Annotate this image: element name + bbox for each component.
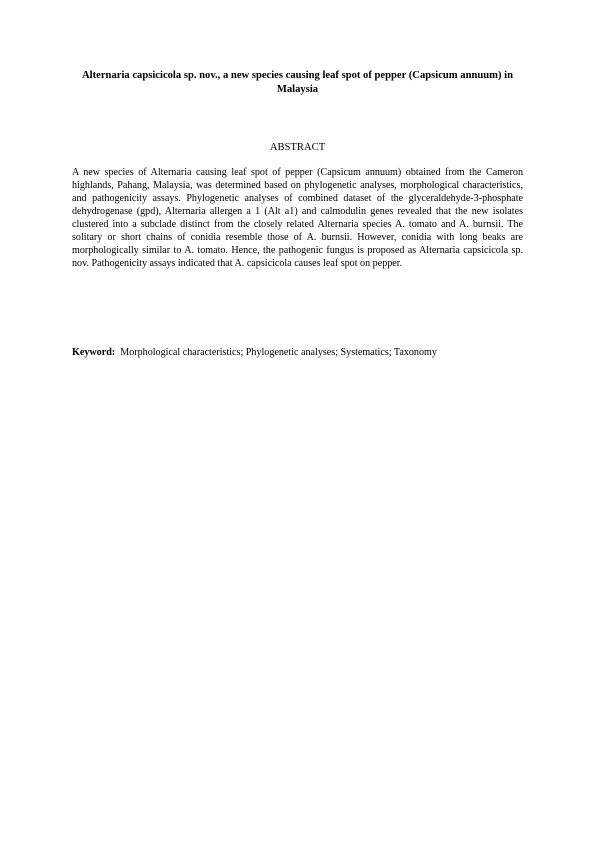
abstract-text: A new species of Alternaria causing leaf spot of pepper (Capsicum annuum) obtained from the Cameron highlands, Pahang, Malaysia, was determined based on phylogenetic analyses, morphological characteristics, and pathogenicity assays. Phylogenetic analyses of combined dataset of the glyceraldehyde-3-phosphate dehydrogenase (gpd), Alternaria allergen a 1 (Alt a1) and calmodulin genes revealed that the new isolates clustered into a subclade distinct from the closely related Alternaria species A. tomato and A. burnsii. The solitary or short chains of conidia resemble those of A. burnsii. However, conidia with long beaks are morphologically similar to A. tomato. Hence, the pathogenic fungus is proposed as Alternaria capsicicola sp. nov. Pathogenicity assays indicated that A. capsicicola causes leaf spot on pepper. [72,167,523,269]
keywords-label: Keyword: [72,347,116,358]
paper-title: Alternaria capsicicola sp. nov., a new species causing leaf spot of pepper (Capsicum annuum) in Malaysia [82,70,513,95]
keywords-text: Morphological characteristics; Phylogenetic analyses; Systematics; Taxonomy [120,347,437,358]
abstract-heading: ABSTRACT [269,142,326,153]
keywords-line [72,346,532,359]
